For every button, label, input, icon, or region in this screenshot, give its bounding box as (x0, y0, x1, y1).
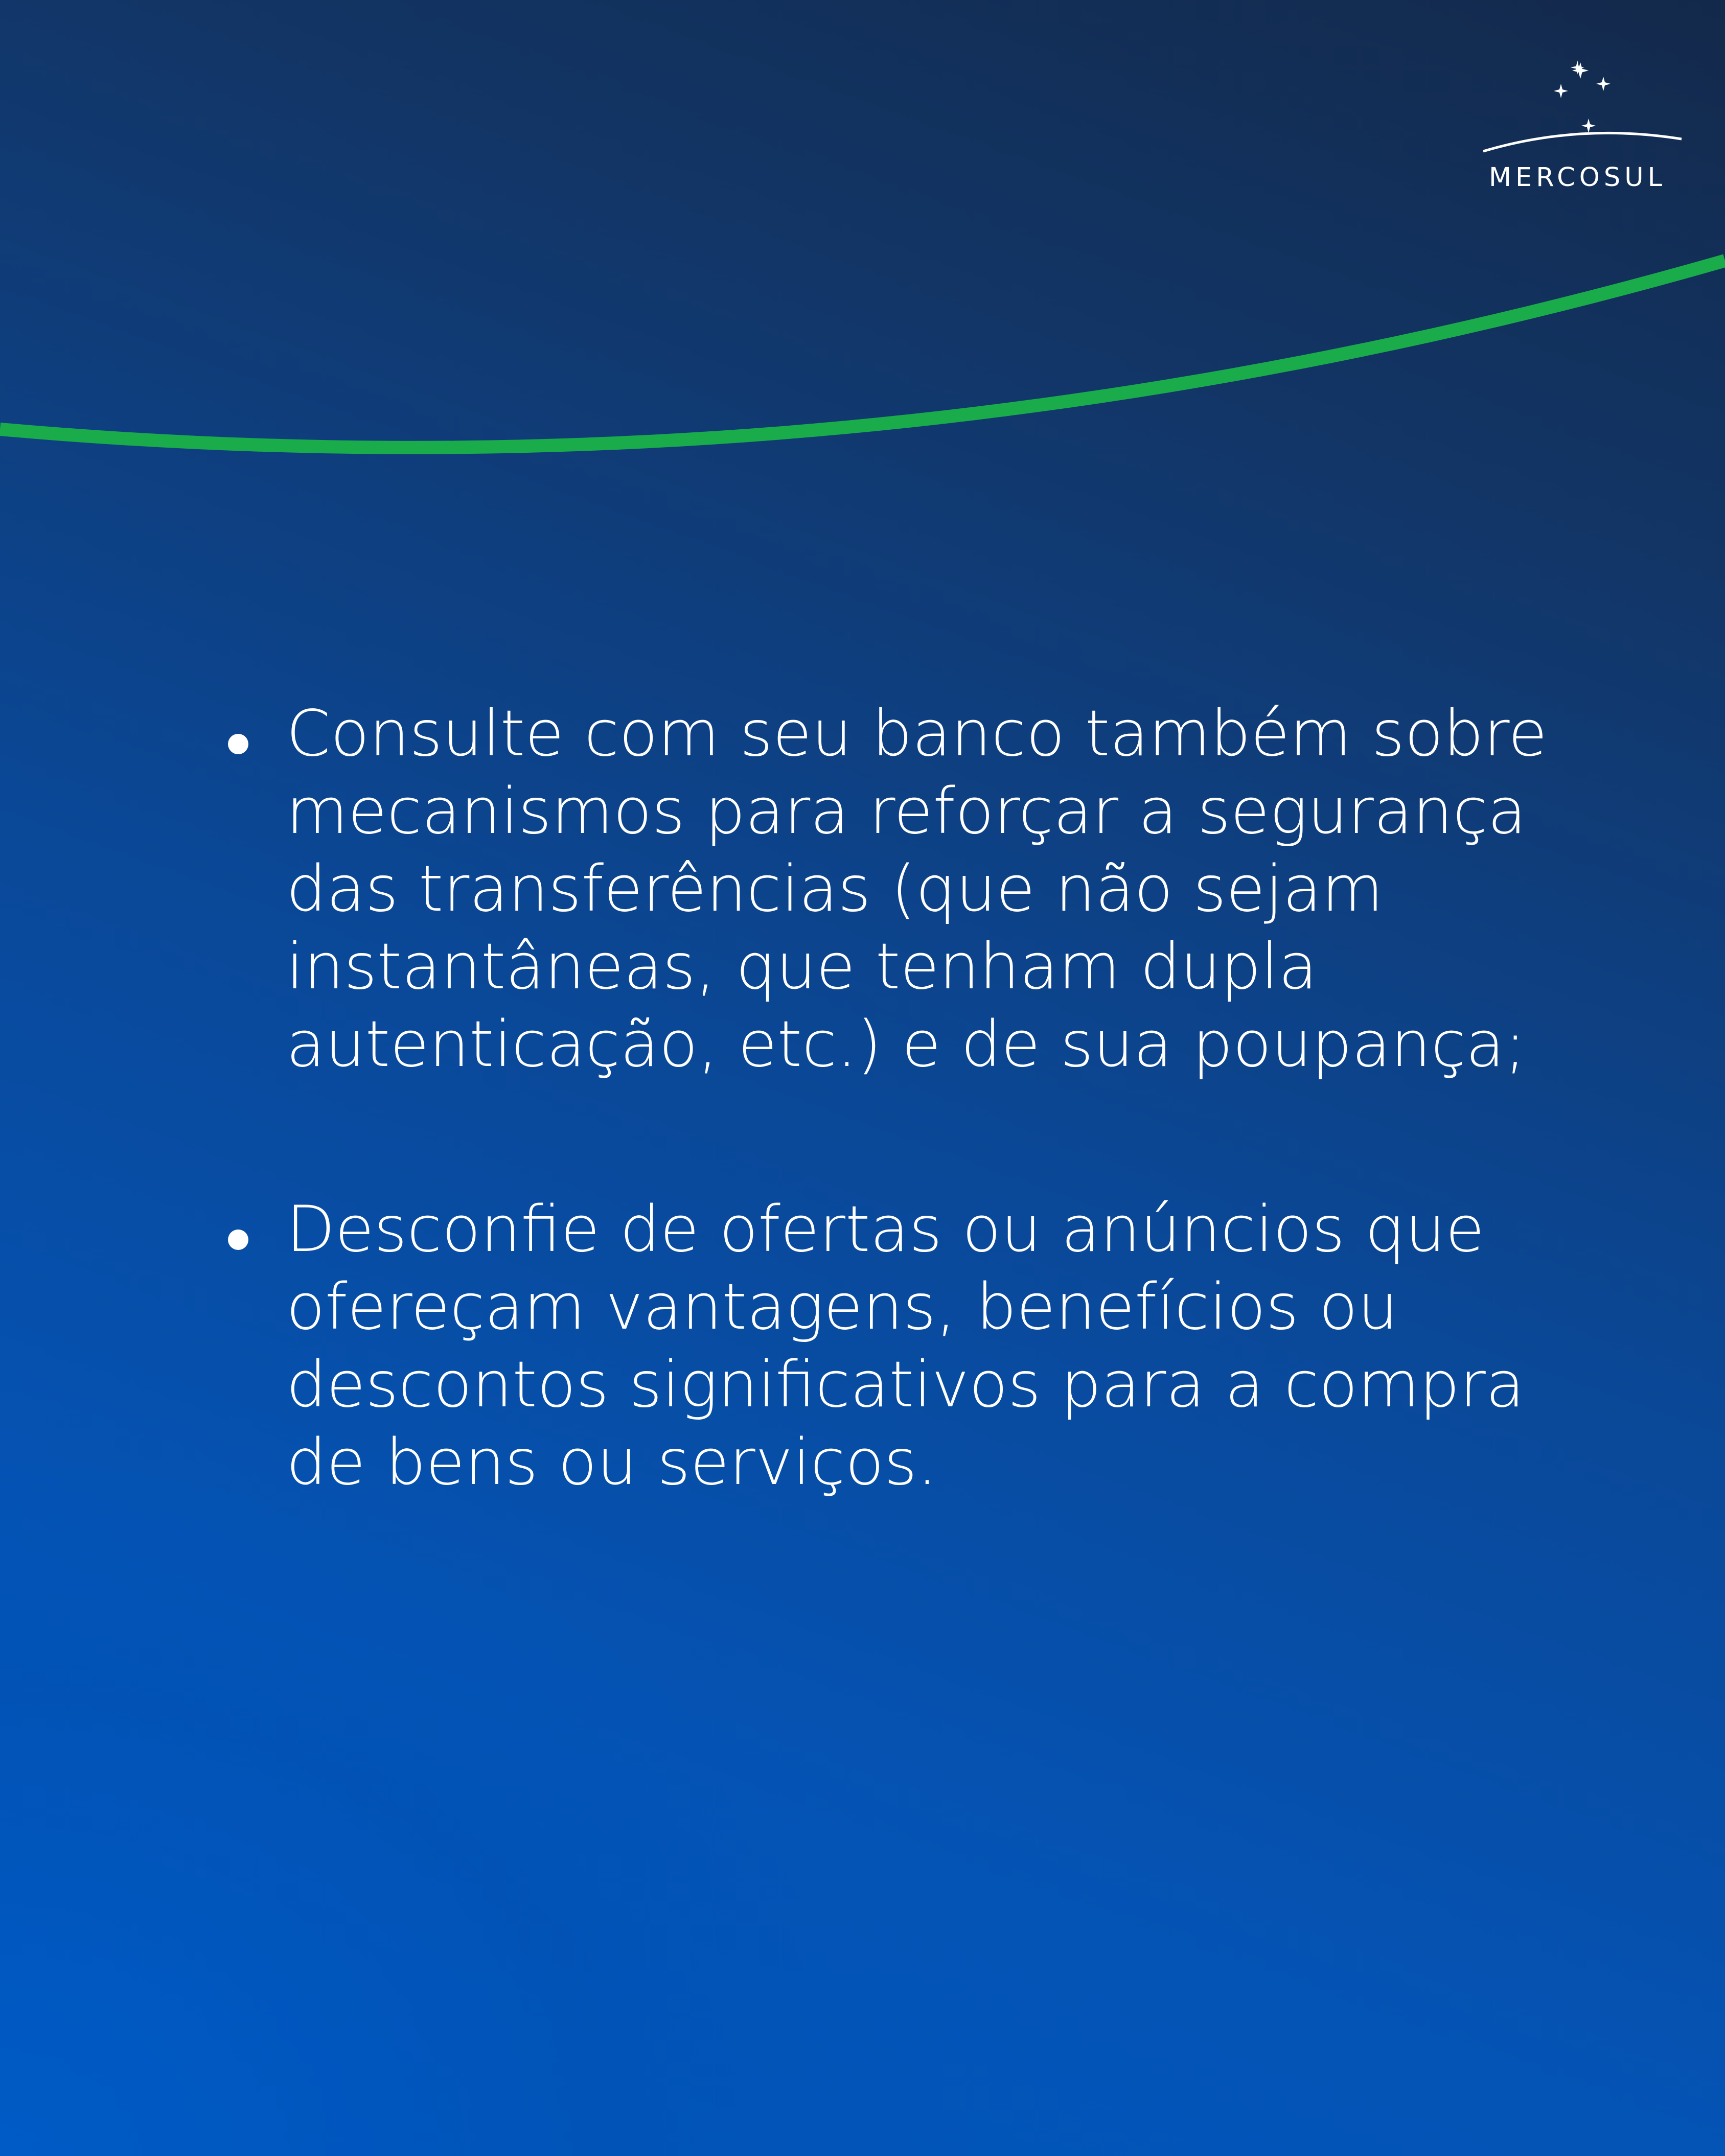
text-line: autenticação, etc.) e de sua poupança; (286, 1008, 1526, 1081)
list-item-text (286, 1191, 1574, 1501)
green-arc (0, 0, 1725, 511)
list-item (220, 1191, 1574, 1501)
text-line: instantâneas, que tenham dupla (286, 930, 1318, 1004)
text-line: das transferências (que não sejam (286, 852, 1384, 926)
text-line: Desconfie de ofertas ou anúncios que (286, 1193, 1485, 1266)
logo-text: MERCOSUL (1489, 163, 1666, 193)
tips-list (220, 695, 1574, 1609)
text-line: ofereçam vantagens, benefícios ou (286, 1270, 1398, 1344)
bullet-icon (228, 734, 248, 754)
list-item (220, 695, 1574, 1083)
text-line: mecanismos para reforçar a segurança (286, 775, 1527, 848)
bullet-icon (228, 1230, 248, 1250)
text-line: Consulte com seu banco também sobre (286, 697, 1548, 771)
text-line: descontos significativos para a compra (286, 1348, 1525, 1422)
list-item-text (286, 695, 1574, 1083)
text-line: de bens ou serviços. (286, 1426, 937, 1499)
